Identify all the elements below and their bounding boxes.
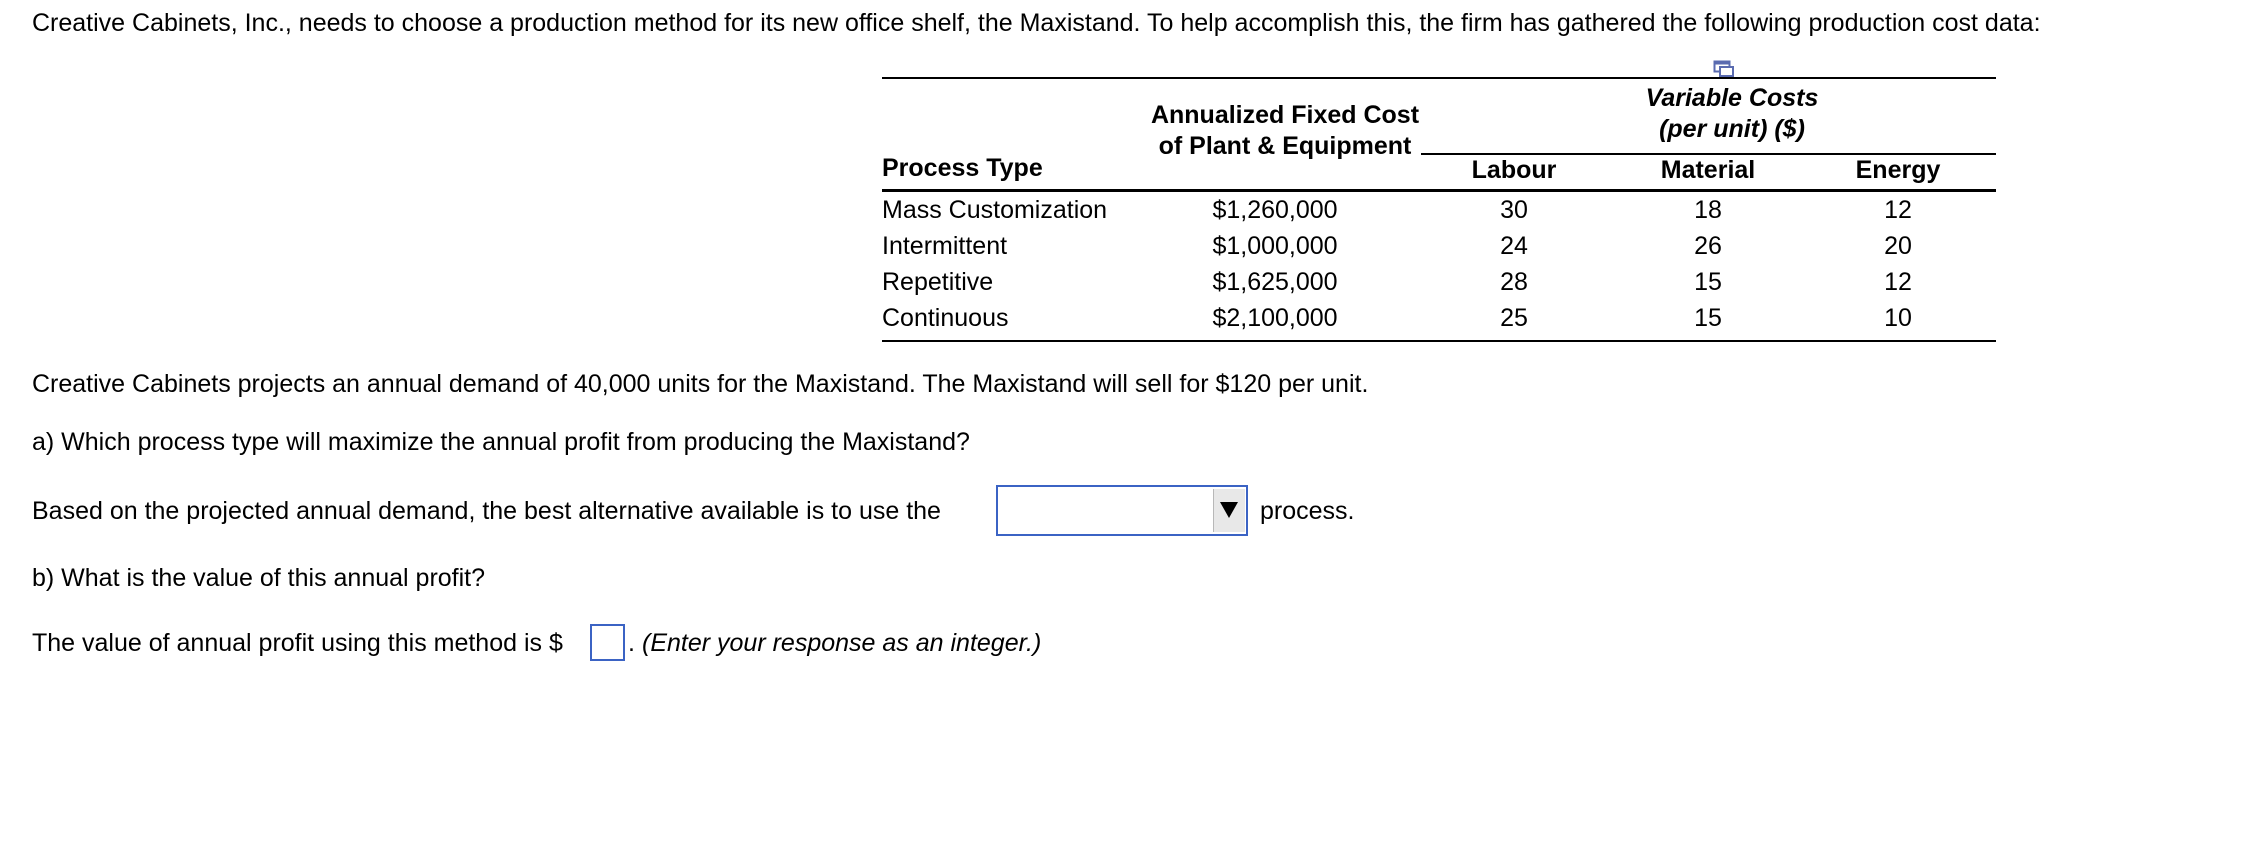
table-cell-material: 15 [1694,304,1722,332]
table-cell-material: 18 [1694,196,1722,224]
question-a: a) Which process type will maximize the annual profit from producing the Maxistand? [32,428,970,456]
table-cell-labour: 30 [1500,196,1528,224]
intro-text: Creative Cabinets, Inc., needs to choose a production method for its new office shelf, the Maxistand. To help accomplish this, the firm has gathered the following production cost data: [32,9,2041,37]
table-cell-fixed: $1,000,000 [1212,232,1338,260]
table-cell-energy: 20 [1884,232,1912,260]
table-cell-material: 26 [1694,232,1722,260]
variable-costs-header [1582,84,1882,144]
answer-b-prefix: The value of annual profit using this method is $ [32,629,563,657]
table-header-rule [882,189,1996,192]
variable-costs-line1: Variable Costs [1645,84,1819,112]
table-bottom-rule [882,340,1996,342]
annual-profit-input[interactable] [590,624,625,661]
table-cell-labour: 25 [1500,304,1528,332]
table-cell-energy: 12 [1884,196,1912,224]
popup-window-icon[interactable] [1713,56,1735,74]
answer-b-suffix: . [628,629,635,657]
table-cell-fixed: $1,260,000 [1212,196,1338,224]
answer-b-hint: (Enter your response as an integer.) [642,629,1042,657]
table-cell-energy: 12 [1884,268,1912,296]
process-type-dropdown[interactable] [996,485,1248,536]
answer-a-suffix: process. [1260,497,1355,525]
table-cell-labour: 28 [1500,268,1528,296]
process-type-header: Process Type [882,154,1043,182]
table-top-rule [882,77,1996,79]
fixed-cost-line2: of Plant & Equipment [1158,132,1412,160]
question-b: b) What is the value of this annual profit? [32,564,486,592]
table-cell-process: Mass Customization [882,196,1108,224]
material-header: Material [1660,156,1756,184]
table-cell-process: Repetitive [882,268,994,296]
variable-costs-line2: (per unit) ($) [1659,115,1805,143]
answer-a-prefix: Based on the projected annual demand, the best alternative available is to use the [32,497,941,525]
cost-table [882,56,1996,343]
table-cell-labour: 24 [1500,232,1528,260]
fixed-cost-line1: Annualized Fixed Cost [1150,101,1420,129]
table-cell-process: Continuous [882,304,1009,332]
table-cell-energy: 10 [1884,304,1912,332]
energy-header: Energy [1855,156,1941,184]
fixed-cost-header [1132,101,1438,161]
demand-text: Creative Cabinets projects an annual demand of 40,000 units for the Maxistand. The Maxistand will sell for $120 per unit. [32,370,1369,398]
labour-header: Labour [1471,156,1557,184]
table-cell-fixed: $2,100,000 [1212,304,1338,332]
dropdown-arrow-icon[interactable] [1213,489,1245,532]
table-cell-material: 15 [1694,268,1722,296]
fixed-cost-underline [1421,153,1996,155]
table-cell-fixed: $1,625,000 [1212,268,1338,296]
table-cell-process: Intermittent [882,232,1008,260]
